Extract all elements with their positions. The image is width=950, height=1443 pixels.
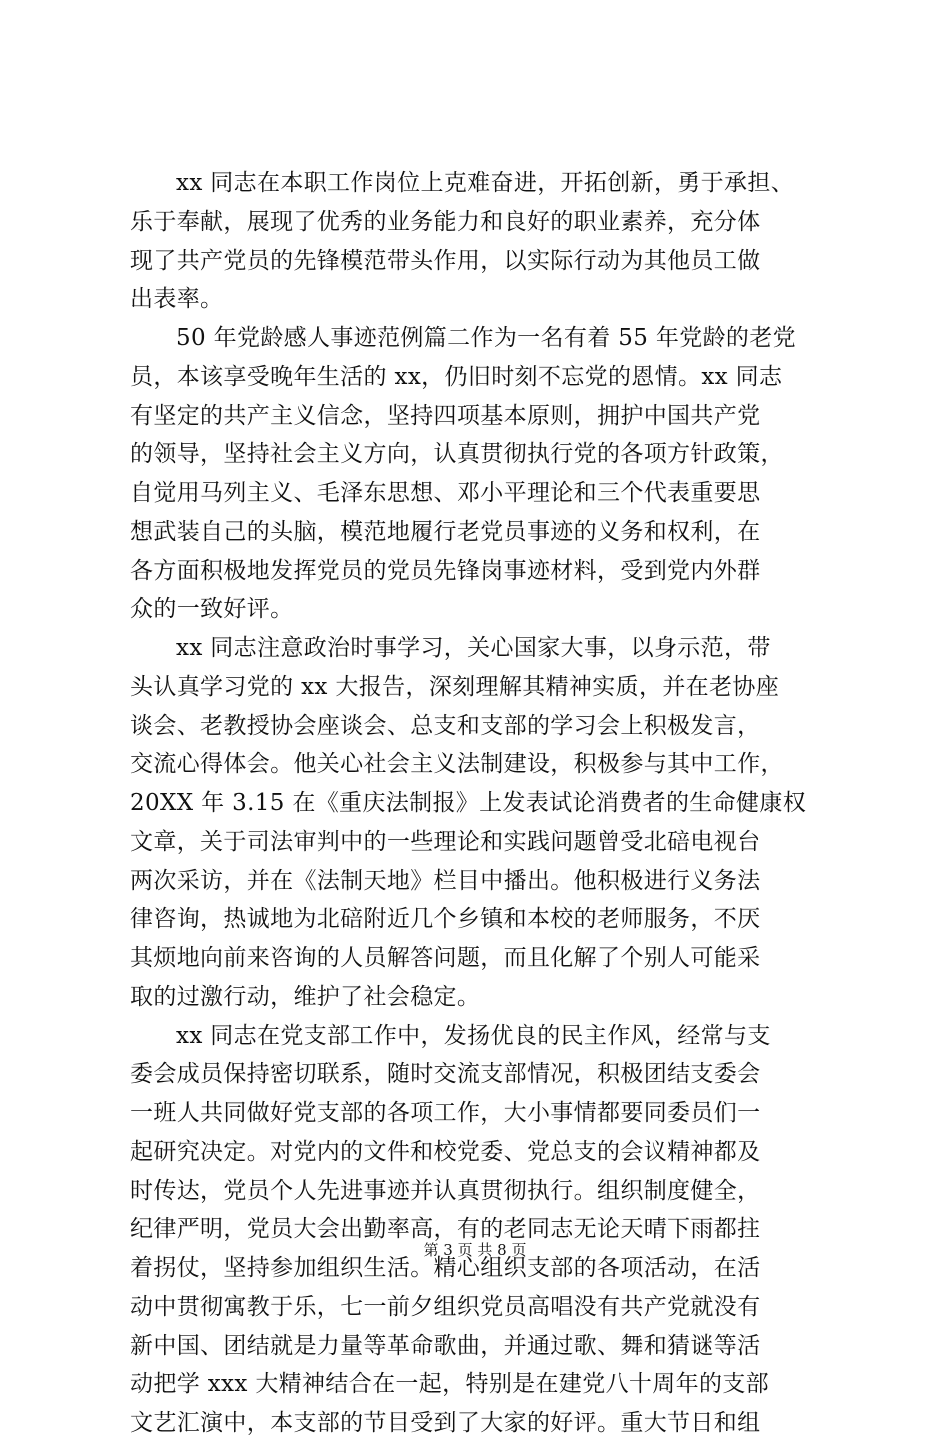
text-line: 时传达，党员个人先进事迹并认真贯彻执行。组织制度健全， — [130, 1177, 761, 1204]
text-line: 动把学 xxx 大精神结合在一起，特别是在建党八十周年的支部 — [130, 1371, 770, 1398]
text-line: 动中贯彻寓教于乐，七一前夕组织党员高唱没有共产党就没有 — [130, 1293, 761, 1320]
text-line: 各方面积极地发挥党员的党员先锋岗事迹材料，受到党内外群 — [130, 557, 761, 584]
text-line: 律咨询，热诚地为北碚附近几个乡镇和本校的老师服务，不厌 — [130, 906, 761, 933]
text-line: 文章，关于司法审判中的一些理论和实践问题曾受北碚电视台 — [130, 828, 761, 855]
text-line: 新中国、团结就是力量等革命歌曲，并通过歌、舞和猜谜等活 — [130, 1332, 761, 1359]
text-line: 纪律严明，党员大会出勤率高，有的老同志无论天晴下雨都拄 — [130, 1216, 761, 1243]
paragraph — [130, 164, 830, 319]
text-line: xx 同志在党支部工作中，发扬优良的民主作风，经常与支 — [176, 1022, 771, 1049]
page-number-footer: 第 3 页 共 8 页 — [423, 1241, 527, 1259]
text-line: 两次采访，并在《法制天地》栏目中播出。他积极进行义务法 — [130, 867, 761, 894]
text-line: 一班人共同做好党支部的各项工作，大小事情都要同委员们一 — [130, 1100, 761, 1126]
text-line: 50 年党龄感人事迹范例篇二作为一名有着 55 年党龄的老党 — [176, 325, 796, 351]
text-line: 自觉用马列主义、毛泽东思想、邓小平理论和三个代表重要思 — [130, 480, 761, 506]
text-line: 其烦地向前来咨询的人员解答问题，而且化解了个别人可能采 — [130, 945, 761, 971]
text-line: 出表率。 — [130, 286, 224, 313]
text-line: 想武装自己的头脑，模范地履行老党员事迹的义务和权利，在 — [130, 518, 761, 545]
paragraph — [130, 319, 830, 629]
text-line: 乐于奉献，展现了优秀的业务能力和良好的职业素养，充分体 — [130, 208, 761, 235]
text-line: 委会成员保持密切联系，随时交流支部情况，积极团结支委会 — [130, 1061, 761, 1088]
text-line: xx 同志在本职工作岗位上克难奋进，开拓创新，勇于承担、 — [176, 170, 795, 196]
text-line: 取的过激行动，维护了社会稳定。 — [130, 983, 481, 1010]
paragraph — [130, 1017, 830, 1443]
text-line: 交流心得体会。他关心社会主义法制建设，积极参与其中工作， — [130, 751, 784, 778]
text-line: 员，本该享受晚年生活的 xx，仍旧时刻不忘党的恩情。xx 同志 — [130, 363, 783, 390]
text-line: 文艺汇演中，本支部的节目受到了大家的好评。重大节日和组 — [130, 1410, 761, 1436]
text-line: 谈会、老教授协会座谈会、总支和支部的学习会上积极发言， — [130, 712, 761, 739]
text-line: 众的一致好评。 — [130, 596, 294, 623]
paragraph — [130, 629, 830, 1017]
text-line: 20XX 年 3.15 在《重庆法制报》上发表试论消费者的生命健康权 — [130, 790, 807, 816]
text-line: xx 同志注意政治时事学习，关心国家大事，以身示范，带 — [176, 635, 771, 661]
text-line: 有坚定的共产主义信念，坚持四项基本原则，拥护中国共产党 — [130, 402, 761, 429]
text-line: 头认真学习党的 xx 大报告，深刻理解其精神实质，并在老协座 — [130, 673, 780, 700]
text-line: 着拐仗，坚持参加组织生活。精心组织支部的各项活动，在活 — [130, 1255, 761, 1281]
text-line: 起研究决定。对党内的文件和校党委、党总支的会议精神都及 — [130, 1138, 761, 1165]
text-line: 的领导，坚持社会主义方向，认真贯彻执行党的各项方针政策， — [130, 441, 784, 468]
text-line: 现了共产党员的先锋模范带头作用，以实际行动为其他员工做 — [130, 247, 761, 274]
